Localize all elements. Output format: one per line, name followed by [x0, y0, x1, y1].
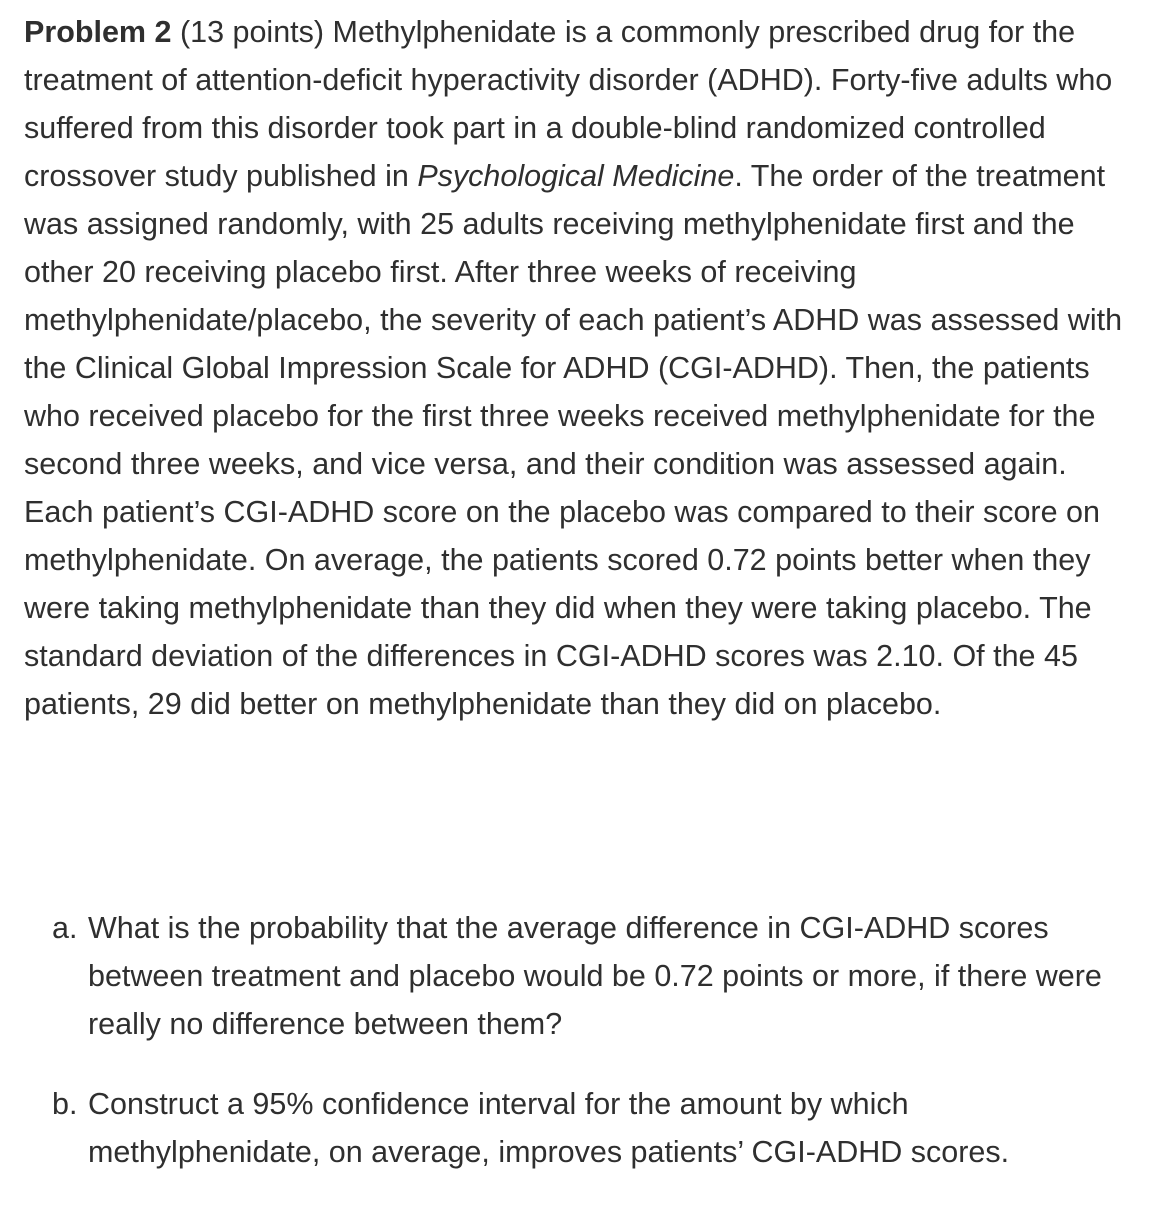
problem-points: (13 points) [179, 15, 325, 49]
part-a [52, 904, 1132, 1048]
problem-paragraph [24, 8, 1134, 728]
problem-parts-list [52, 904, 1132, 1208]
part-b [52, 1080, 1132, 1176]
problem-statement [24, 8, 1134, 728]
problem-body-intro: Methylphenidate is a commonly prescribed drug for the treatment of attention-deficit hyperactivity disorder (ADHD). Forty-five adults who suffered from this disorder took part in a double-blind randomized controlled crossover study published in [24, 15, 1113, 193]
part-a-text: What is the probability that the average difference in CGI-ADHD scores between treatment and placebo would be 0.72 points or more, if there were really no difference between them? [88, 911, 1102, 1041]
part-b-marker: b. [52, 1087, 78, 1121]
problem-body-main: . The order of the treatment was assigned randomly, with 25 adults receiving methylphenidate first and the other 20 receiving placebo first. After three weeks of receiving methylphenidate/placebo, the severity of each patient’s ADHD was assessed with the Clinical Global Impression Scale for ADHD (CGI-ADHD). Then, the patients who received placebo for the first three weeks received methylphenidate for the second three weeks, and vice versa, and their condition was assessed again. Each patient’s CGI-ADHD score on the placebo was compared to their score on methylphenidate. On average, the patients scored 0.72 points better when they were taking methylphenidate than they did when they were taking placebo. The standard deviation of the differences in CGI-ADHD scores was 2.10. Of the 45 patients, 29 did better on methylphenidate than they did on placebo. [24, 159, 1123, 721]
problem-title: Problem 2 [24, 15, 172, 49]
journal-name: Psychological Medicine [417, 159, 735, 193]
part-b-text: Construct a 95% confidence interval for the amount by which methylphenidate, on average, improves patients’ CGI-ADHD scores. [88, 1087, 1010, 1169]
part-a-marker: a. [52, 911, 78, 945]
